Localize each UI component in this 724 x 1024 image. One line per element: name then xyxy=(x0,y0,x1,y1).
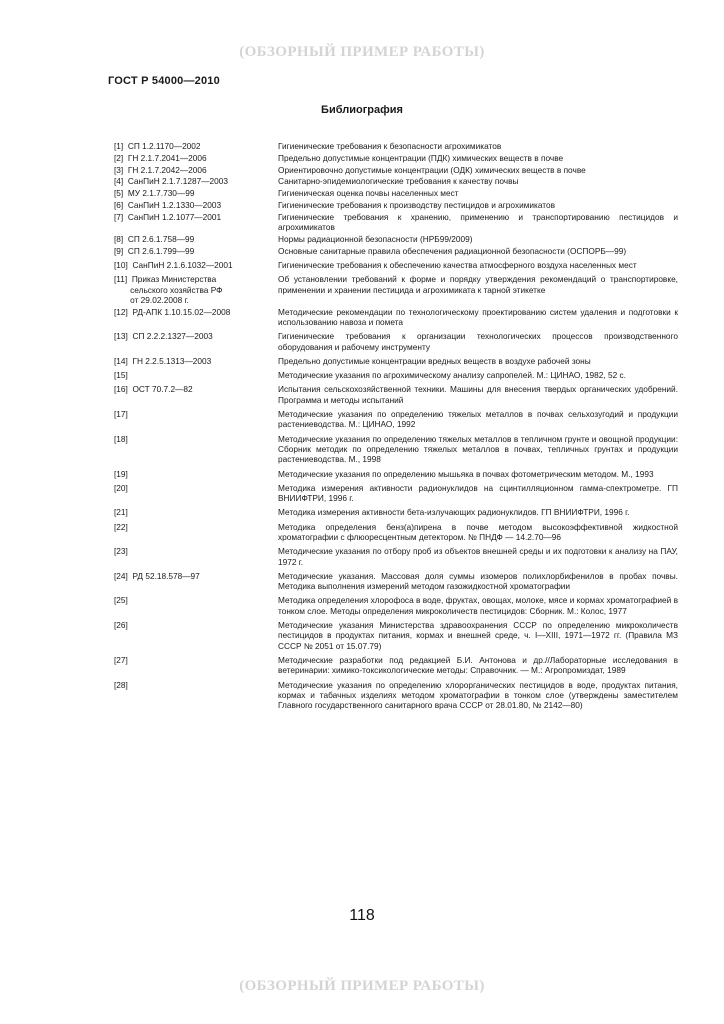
bib-desc: Методика измерения активности радионуклидов на сцинтилляционном гамма-спектрометре. ГП ВНИИФТРИ, 1996 г. xyxy=(278,482,678,504)
bib-desc: Испытания сельскохозяйственной техники. Машины для внесения твердых органических удобрений. Программа и методы испытаний xyxy=(278,384,678,405)
bib-ref: [26] xyxy=(114,620,128,631)
bib-desc: Гигиенические требования к хранению, применению и транспортированию пестицидов и агрохимикатов xyxy=(278,211,678,233)
bib-ref: [4] СанПиН 2.1.7.1287—2003 xyxy=(114,176,228,187)
bib-ref: [19] xyxy=(114,468,128,479)
bib-ref: [3] ГН 2.1.7.2042—2006 xyxy=(114,164,207,175)
bib-ref: [11] Приказ Министерства сельского хозяйства РФ от 29.02.2008 г. xyxy=(114,274,223,305)
bib-entry xyxy=(114,384,686,405)
bib-desc: Гигиенические требования к обеспечению качества атмосферного воздуха населенных мест xyxy=(278,259,637,270)
bib-ref: [10] СанПиН 2.1.6.1032—2001 xyxy=(114,259,233,270)
bib-desc: Гигиенические требования к безопасности агрохимикатов xyxy=(278,141,502,151)
bib-ref: [15] xyxy=(114,370,128,381)
bib-entry xyxy=(114,153,686,163)
bibliography-list xyxy=(114,141,686,712)
bib-entry xyxy=(114,522,686,543)
bib-ref: [6] СанПиН 1.2.1330—2003 xyxy=(114,199,222,210)
bib-desc: Методика определения бенз(а)пирена в почве методом высокоэффективной жидкостной хроматографии с флюоресцентным детектором. № ПНДФ — 14.2.70—96 xyxy=(278,521,678,542)
bib-desc: Методические указания по агрохимическому анализу сапропелей. М.: ЦИНАО, 1982, 52 с. xyxy=(278,370,626,381)
bib-ref: [27] xyxy=(114,654,128,665)
bib-ref: [8] СП 2.6.1.758—99 xyxy=(114,233,195,244)
bib-desc: Санитарно-эпидемиологические требования к качеству почвы xyxy=(278,176,519,187)
bib-desc: Методические указания по определению тяжелых металлов в почвах сельхозугодий и продукции растениеводства. М.: ЦИНАО, 1992 xyxy=(278,409,678,430)
bib-ref: [13] СП 2.2.2.1327—2003 xyxy=(114,331,213,342)
document-code: ГОСТ Р 54000—2010 xyxy=(108,75,220,87)
bib-ref: [2] ГН 2.1.7.2041—2006 xyxy=(114,152,207,163)
bib-ref: [28] xyxy=(114,679,128,690)
bib-entry xyxy=(114,409,686,430)
bib-desc: Методические разработки под редакцией Б.И. Антонова и др.//Лабораторные исследования в ветеринарии: химико-токсикологические методы: Справочник. — М.: Агропромиздат, 1989 xyxy=(278,654,678,676)
bib-desc: Методические рекомендации по технологическому проектированию систем удаления и подготовки к использованию навоза и помета xyxy=(278,306,678,327)
bib-entry xyxy=(114,620,686,651)
bib-ref: [14] ГН 2.2.5.1313—2003 xyxy=(114,355,212,366)
bib-entry xyxy=(114,595,686,616)
bib-desc: Гигиеническая оценка почвы населенных мест xyxy=(278,188,459,199)
bib-entry xyxy=(114,434,686,465)
bib-entry xyxy=(114,246,686,256)
bib-entry xyxy=(114,165,686,175)
bib-ref: [12] РД-АПК 1.10.15.02—2008 xyxy=(114,306,231,317)
bib-entry xyxy=(114,546,686,567)
bib-ref: [1] СП 1.2.1170—2002 xyxy=(114,141,201,151)
bib-ref: [9] СП 2.6.1.799—99 xyxy=(114,245,195,256)
watermark-bottom: (ОБЗОРНЫЙ ПРИМЕР РАБОТЫ) xyxy=(239,978,485,994)
bib-ref: [24] РД 52.18.578—97 xyxy=(114,570,200,581)
bib-ref: [20] xyxy=(114,482,128,493)
bib-entry xyxy=(114,571,686,592)
bib-desc: Ориентировочно допустимые концентрации (ОДК) химических веществ в почве xyxy=(278,164,586,175)
bib-entry xyxy=(114,260,686,270)
bib-desc: Методические указания по определению тяжелых металлов в тепличном грунте и овощной продукции: Сборник методик по определению тяжелых металлов в почвах, тепличных грунтах и продукции растениеводства. М., 1998 xyxy=(278,433,678,465)
bib-ref: [7] СанПиН 1.2.1077—2001 xyxy=(114,211,222,222)
bib-desc: Методические указания Министерства здравоохранения СССР по определению микроколичеств пестицидов в продуктах питания, кормах и внешней среде, ч. I—XIII, 1971—1972 гг. (Правила МЗ СССР № 2051 от 15.07.79) xyxy=(278,620,678,651)
bib-desc: Методические указания по определению хлорорганических пестицидов в воде, продуктах питания, кормах и табачных изделиях методом хроматографии в тонком слое (утверждены заместителем Главного государственного санитарного врача СССР от 28.01.80, № 2142—80) xyxy=(278,679,678,711)
bib-entry xyxy=(114,655,686,676)
bib-ref: [16] ОСТ 70.7.2—82 xyxy=(114,384,193,395)
bib-entry xyxy=(114,469,686,479)
bib-entry xyxy=(114,212,686,233)
bib-desc: Методические указания. Массовая доля суммы изомеров полихлорбифенилов в пробах почвы. Методика выполнения измерений методом газожидкостной хроматографии xyxy=(278,570,678,592)
bib-desc: Нормы радиационной безопасности (НРБ99/2009) xyxy=(278,233,473,244)
bib-entry xyxy=(114,507,686,517)
bib-desc: Об установлении требований к форме и порядку утверждения рекомендаций о транспортировке, применении и хранении пестицида и агрохимиката к тарной этикетке xyxy=(278,274,678,295)
bib-entry xyxy=(114,274,686,305)
bib-desc: Гигиенические требования к производству пестицидов и агрохимикатов xyxy=(278,199,556,210)
bib-desc: Основные санитарные правила обеспечения радиационной безопасности (ОСПОРБ—99) xyxy=(278,245,627,256)
bib-entry xyxy=(114,307,686,328)
section-title: Библиография xyxy=(321,104,403,116)
bib-entry xyxy=(114,200,686,210)
bib-entry xyxy=(114,370,686,380)
bib-ref: [17] xyxy=(114,409,128,420)
bib-entry xyxy=(114,234,686,244)
bib-ref: [18] xyxy=(114,433,128,444)
bib-ref: [25] xyxy=(114,595,128,606)
bib-ref: [22] xyxy=(114,521,128,532)
bib-desc: Предельно допустимые концентрации (ПДК) химических веществ в почве xyxy=(278,152,564,163)
bib-desc: Методические указания по отбору проб из объектов внешней среды и их подготовки к анализу на ПАУ, 1972 г. xyxy=(278,546,678,567)
bib-desc: Методика определения хлорофоса в воде, фруктах, овощах, молоке, мясе и кормах хроматографией в тонком слое. Методы определения микроколичеств пестицидов: Сборник. М.: Колос, 1977 xyxy=(278,595,678,616)
page-number: 118 xyxy=(349,907,375,924)
bib-entry xyxy=(114,356,686,366)
bib-desc: Предельно допустимые концентрации вредных веществ в воздухе рабочей зоны xyxy=(278,355,591,366)
bib-entry xyxy=(114,188,686,198)
bib-desc: Методика измерения активности бета-излучающих радионуклидов. ГП ВНИИФТРИ, 1996 г. xyxy=(278,507,630,518)
bib-ref: [5] МУ 2.1.7.730—99 xyxy=(114,188,195,199)
bib-entry xyxy=(114,680,686,711)
bib-entry xyxy=(114,483,686,504)
bib-entry xyxy=(114,331,686,352)
bib-desc: Методические указания по определению мышьяка в почвах фотометрическим методом. М., 1993 xyxy=(278,468,654,479)
bib-ref: [23] xyxy=(114,546,128,557)
bib-entry xyxy=(114,141,686,151)
bib-entry xyxy=(114,176,686,186)
bib-desc: Гигиенические требования к организации технологических процессов производственного оборудования и рабочему инструменту xyxy=(278,331,678,352)
watermark-top: (ОБЗОРНЫЙ ПРИМЕР РАБОТЫ) xyxy=(239,44,485,60)
bib-ref: [21] xyxy=(114,507,128,518)
